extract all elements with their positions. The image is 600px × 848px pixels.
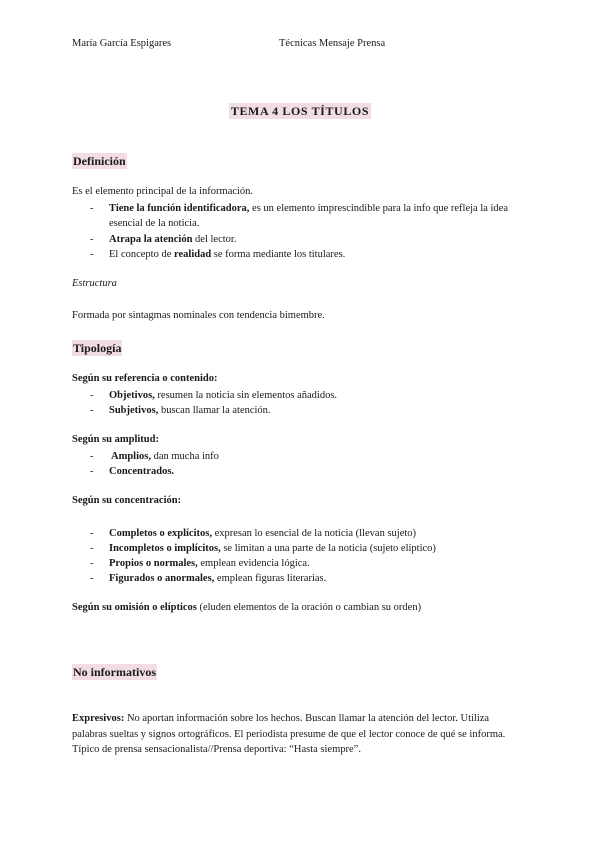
omision-bold: Según su omisión o elípticos	[72, 602, 197, 613]
header-author: María García Espigares	[72, 38, 172, 49]
bullet-dash: -	[90, 466, 94, 477]
group-title: Según su referencia o contenido:	[72, 373, 218, 384]
item-text: expresan lo esencial de la noticia (llevan sujeto)	[211, 528, 417, 539]
bullet-dash: -	[90, 451, 94, 462]
section-heading-estructura	[72, 278, 117, 289]
document-title-text: TEMA 4 LOS TÍTULOS	[230, 104, 370, 118]
item-bold: Amplios,	[111, 451, 151, 462]
group-title: Según su concentración:	[72, 495, 182, 506]
omision-line	[72, 602, 421, 613]
item-bold: Concentrados.	[109, 466, 175, 477]
bullet-dash: -	[90, 543, 94, 554]
bullet-dash: -	[90, 558, 94, 569]
definicion-intro: Es el elemento principal de la información.	[72, 186, 254, 197]
expresivos-bold: Expresivos:	[72, 713, 125, 724]
estructura-heading-text: Estructura	[72, 278, 117, 289]
expresivos-text: No aportan información sobre los hechos. Buscan llamar la atención del lector. Utiliza palabras sueltas y signos ortográficos. El periodista presume de que el lector conoce de qué se informa. Típico de prensa sensacionalista//Prensa deportiva: “Hasta siempre”.	[72, 713, 506, 755]
item-text: El concepto de	[109, 249, 175, 260]
bullet-dash: -	[90, 573, 94, 584]
section-heading-definicion	[72, 154, 127, 169]
bullet-dash: -	[90, 234, 94, 245]
section-heading-definicion-text: Definición	[73, 154, 126, 168]
item-text: emplean evidencia lógica.	[197, 558, 310, 569]
section-heading-no-informativos	[72, 665, 157, 680]
item-text: resumen la noticia sin elementos añadidos.	[154, 390, 338, 401]
section-heading-tipologia	[72, 341, 122, 356]
section-heading-no-informativos-text: No informativos	[73, 665, 156, 679]
item-bold: Incompletos o implícitos,	[109, 543, 221, 554]
item-bold: Propios o normales,	[109, 558, 198, 569]
header-course: Técnicas Mensaje Prensa	[279, 38, 386, 49]
omision-text: (eluden elementos de la oración o cambian su orden)	[196, 602, 422, 613]
item-bold: Objetivos,	[109, 390, 155, 401]
item-bold: Subjetivos,	[109, 405, 159, 416]
item-bold: Completos o explícitos,	[109, 528, 212, 539]
item-text: es un elemento imprescindible para la info que refleja la idea esencial de la noticia.	[109, 203, 509, 229]
item-bold: Tiene la función identificadora,	[109, 203, 250, 214]
item-text: dan mucha info	[150, 451, 219, 462]
expresivos-paragraph	[72, 711, 522, 758]
document-title	[0, 102, 600, 120]
bullet-dash: -	[90, 249, 94, 260]
bullet-dash: -	[90, 405, 94, 416]
item-text: emplean figuras literarias.	[214, 573, 327, 584]
bullet-dash: -	[90, 528, 94, 539]
item-bold: Figurados o anormales,	[109, 573, 215, 584]
item-bold: Atrapa la atención	[109, 234, 193, 245]
estructura-text: Formada por sintagmas nominales con tendencia bimembre.	[72, 310, 325, 321]
item-text: se limitan a una parte de la noticia (sujeto elíptico)	[220, 543, 436, 554]
group-title: Según su amplitud:	[72, 434, 159, 445]
item-text: buscan llamar la atención.	[158, 405, 271, 416]
bullet-dash: -	[90, 390, 94, 401]
item-bold: realidad	[174, 249, 212, 260]
item-text: del lector.	[192, 234, 237, 245]
bullet-dash: -	[90, 203, 94, 214]
item-text: se forma mediante los titulares.	[211, 249, 346, 260]
section-heading-tipologia-text: Tipología	[73, 341, 122, 355]
